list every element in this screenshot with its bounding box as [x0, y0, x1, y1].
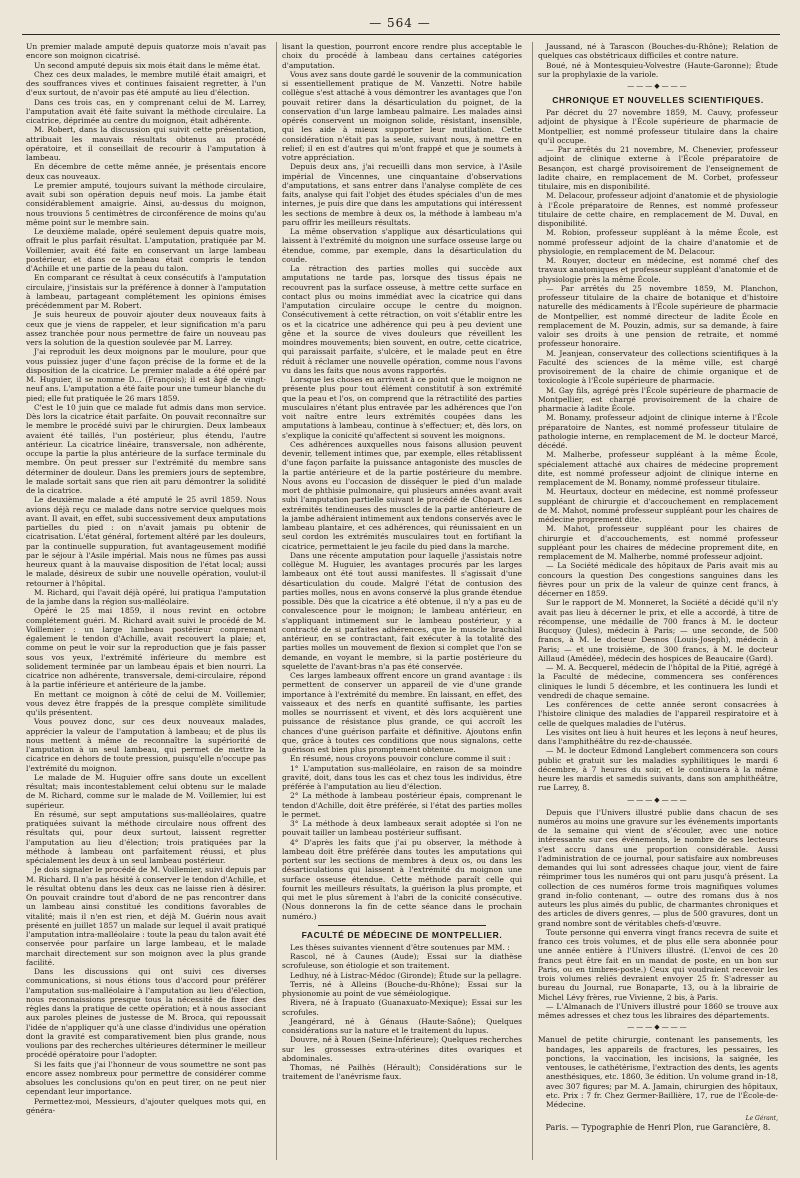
chronique-section-title: CHRONIQUE ET NOUVELLES SCIENTIFIQUES. — [552, 95, 764, 105]
paragraph: Dans ces trois cas, en y comprenant celui de M. Larrey, l'amputation avait été faite suivant la méthode circulaire. La cicatrice, déprimée au centre du moignon, était adhérente. — [26, 97, 266, 125]
news-item: M. Gay fils, agrégé près l'École supérieure de pharmacie de Montpellier, est chargé provisoirement de la chaire de pharmacie à ladite École. — [538, 385, 778, 413]
paragraph: Ces adhérences auxquelles nous faisons allusion peuvent devenir, tellement intimes que, par exemple, elles rétablissent d'une façon parfaite la puissance antagoniste des muscles de la partie antérieure et de la partie postérieure du membre. Nous avons eu l'occasion de disséquer le pied d'un malade mort de phthisie pulmonaire, qui plusieurs années avant avait subi l'amputation partielle suivant le procédé de Chopart. Les extrémités tendineuses des muscles de la partie antérieure de la jambe adhéraient intimement aux tendons conservés avec le lambeau plantaire, et ces adhérences, qui réunissaient en un seul cordon les extrémités musculaires tout en fortifiant la cicatrice, permettaient le jeu facile du pied dans la marche. — [282, 439, 522, 551]
paragraph: Vous pouvez donc, sur ces deux nouveaux malades, apprécier la valeur de l'amputation à lambeau; et de plus ils nous mettent à même de reconnaître la supériorité de l'amputation à un seul lambeau, qui permet de mettre la cicatrice en dehors de toute pression, puisqu'elle n'occupe pas l'extrémité du moignon. — [26, 717, 266, 773]
news-item: Par décret du 27 novembre 1859, M. Cauvy, professeur adjoint de physique à l'École supérieure de pharmacie de Montpellier, est nommé professeur titulaire dans la chaire qu'il occupe. — [538, 108, 778, 145]
paragraph: En décembre de cette même année, je présentais encore deux cas nouveaux. — [26, 162, 266, 181]
news-item: M. Bonamy, professeur adjoint de clinique interne à l'École préparatoire de Nantes, est nommé professeur titulaire de pathologie interne, en remplacement de M. le docteur Marcé, décédé. — [538, 413, 778, 450]
book-notice: Manuel de petite chirurgie, contenant les pansements, les bandages, les appareils de fractures, les pessaires, les ponctions, la vaccination, les incisions, la saignée, les ventouses, le cathétérisme, l'extraction des dents, les agents anesthésiques, etc. 1860, 3e édition. Un volume grand in-18, avec 307 figures; par M. A. Jamain, chirurgien des hôpitaux, etc. Prix : 7 fr. Chez Germer-Baillière, 17, rue de l'École-de-Médecine. — [538, 1035, 778, 1109]
paragraph: En comparant ce résultat à ceux consécutifs à l'amputation circulaire, j'insistais sur la préférence à donner à l'amputation à lambeau, partageant complétement les opinions émises précédemment par M. Robert. — [26, 273, 266, 310]
paragraph: La même observation s'applique aux désarticulations qui laissent à l'extrémité du moignon une surface osseuse large ou étendue, comme, par exemple, dans la désarticulation du coude. — [282, 227, 522, 264]
thesis-entry: Boué, né à Montesquieu-Volvestre (Haute-Garonne); Étude sur la prophylaxie de la variole. — [538, 60, 778, 79]
paragraph: Depuis deux ans, j'ai recueilli dans mon service, à l'Asile impérial de Vincennes, une cinquantaine d'observations d'amputations, et sans entrer dans l'analyse complète de ces faits, analyse qui fait l'objet des études spéciales d'un de mes internes, je puis dire que dans les amputations qui intéressent les sections de membre à deux os, la méthode à lambeau m'a paru offrir les meilleurs résultats. — [282, 162, 522, 227]
paragraph: M. Richard, qui l'avait déjà opéré, lui pratiqua l'amputation de la jambe dans la région sus-malléolaire. — [26, 587, 266, 606]
paragraph: 2° La méthode à lambeau postérieur épais, comprenant le tendon d'Achille, doit être préférée, si l'état des parties molles le permet. — [282, 791, 522, 819]
thesis-entry: Rivera, né à Irapuato (Guanaxuato-Mexique); Essai sur les scrofules. — [282, 998, 522, 1017]
thesis-entry: Douvre, né à Rouen (Seine-Inférieure); Quelques recherches sur les grossesses extra-utérines dites ovariques et abdominales. — [282, 1035, 522, 1063]
news-item: Sur le rapport de M. Monneret, la Société a décidé qu'il n'y avait pas lieu à décerner le prix, et elle a accordé, à titre de récompense, une médaille de 700 francs à M. le docteur Bucquoy (Jules), médecin à Paris; — une seconde, de 500 francs, à M. le docteur Desnos (Louis-Joseph), médecin à Paris; — et une troisième, de 300 francs, à M. le docteur Aillaud (Amédée), médecin des hospices de Beaucaire (Gard). — [538, 598, 778, 663]
column-separator — [276, 42, 277, 1160]
news-item: — Par arrêtés du 25 novembre 1859, M. Planchon, professeur titulaire de la chaire de botanique et d'histoire naturelle des médicaments à l'École supérieure de pharmacie de Montpellier, est nommé directeur de ladite École en remplacement de M. Pouzin, admis, sur sa demande, à faire valoir ses droits à une pension de retraite, et nommé professeur honoraire. — [538, 283, 778, 349]
paragraph: lisant la question, pourront encore rendre plus acceptable le choix du procédé à lambeau dans certaines catégories d'amputation. — [282, 42, 522, 70]
thesis-entry: Terris, né à Alleins (Bouche-du-Rhône); Essai sur la physionomie au point de vue séméiologique. — [282, 979, 522, 998]
news-item: — M. le docteur Edmond Langlebert commencera son cours public et gratuit sur les maladies syphilitiques le mardi 6 décembre, à 7 heures du soir, et le continuera à la même heure les mardis et samedis suivants, dans son amphithéâtre, rue Larrey, 8. — [538, 746, 778, 793]
paragraph: En résumé, nous croyons pouvoir conclure comme il suit : — [290, 754, 511, 764]
ornament-divider: ———◆——— — [627, 82, 689, 90]
imprint-label: Le Gérant, — [745, 1115, 778, 1123]
paragraph: Vous avez sans doute gardé le souvenir de la communication si essentiellement pratique de M. Vanzetti. Notre habile collègue s'est attaché à vous démontrer les avantages que l'on pouvait retirer dans la désarticulation du poignet, de la conservation d'un large lambeau palmaire. Les malades ainsi opérés conservent un moignon solide, résistant, insensible, qui les aide à mieux supporter leur mutilation. Cette considération n'était pas la seule, suivant nous, à mettre en relief; il en est d'autres qui m'ont frappé et que je soumets à votre appréciation. — [282, 69, 522, 162]
news-item: M. Heurtaux, docteur en médecine, est nommé professeur suppléant de chirurgie et d'accouchement en remplacement de M. Mahot, nommé professeur suppléant pour les chaires de médecine proprement dite. — [538, 487, 778, 524]
news-item: M. Delacour, professeur adjoint d'anatomie et de physiologie à l'École préparatoire de Rennes, est nommé professeur titulaire de cette chaire, en remplacement de M. Duval, en disponibilité. — [538, 191, 778, 228]
news-item: Les visites ont lieu à huit heures et les leçons à neuf heures, dans l'amphithéâtre du rez-de-chaussée. — [538, 727, 778, 746]
ornament-divider: ———◆——— — [627, 795, 689, 804]
column-separator — [532, 42, 533, 1160]
paragraph: Lorsque les choses en arrivent à ce point que le moignon ne présente plus pour tout élément constitutif à son extrémité que la peau et l'os, on comprend que la rétractilité des parties musculaires n'étant plus entravée par les adhérences que l'on voit naître entre leurs extrémités coupées dans les amputations à lambeau, continue à s'effectuer; et, dès lors, on s'explique la conicité qu'affectent si souvent les moignons. — [282, 375, 522, 440]
column-2 — [282, 42, 522, 1162]
column-3 — [538, 42, 778, 1162]
advertisement: — L'Almanach de l'Univers illustré pour 1860 se trouve aux mêmes adresses et chez tous les libraires des départements. — [538, 1001, 778, 1020]
paragraph: En mettant ce moignon à côté de celui de M. Voillemier, vous devez être frappés de la presque complète similitude qu'ils présentent. — [26, 689, 266, 717]
thesis-entry: Jaussand, né à Tarascon (Bouches-du-Rhône); Relation de quelques cas obstétricaux difficiles et contre nature. — [538, 42, 778, 61]
paragraph: Dans les discussions qui ont suivi ces diverses communications, si nous étions tous d'accord pour préférer l'amputation sus-malléolaire à l'amputation au lieu d'élection, nous reconnaissions presque tous la nécessité de fixer des règles dans la pratique de cette opération; et à nous associant aux paroles pleines de justesse de M. Broca, qui repoussait l'idée de n'appliquer qu'à une classe d'individus une opération dont la gravité est comparativement bien plus grande, nous voulions par des recherches ultérieures déterminer le meilleur procédé opératoire pour l'adopter. — [26, 967, 266, 1060]
thesis-entry: Jeangérard, né à Génaus (Haute-Saône); Quelques considérations sur la nature et le traitement du lupus. — [282, 1016, 522, 1035]
page-number: — 564 — — [369, 16, 431, 30]
paragraph: Chez ces deux malades, le membre mutilé était amaigri, et des souffrances vives et continues faisaient regretter, à l'un d'eux surtout, de n'avoir pas été amputé au lieu d'élection. — [26, 69, 266, 98]
paragraph: Je dois signaler le procédé de M. Voillemier, suivi depuis par M. Richard. Il n'a pas hésité à conserver le tendon d'Achille, et le résultat obtenu dans les deux cas ne laisse rien à désirer. On pouvait craindre tout d'abord de ne pas rencontrer dans un lambeau ainsi constitué les conditions favorables de vitalité; mais il n'en est rien, et déjà M. Guérin nous avait présenté en juillet 1857 un malade sur lequel il avait pratiqué l'amputation intra-malléolaire : toute la peau du talon avait été conservée pour parfaire un large lambeau, et le malade marchait directement sur son moignon avec la plus grande facilité. — [26, 865, 266, 967]
paragraph: Si les faits que j'ai l'honneur de vous soumettre ne sont pas encore assez nombreux pour permettre de considérer comme absolues les conclusions qu'on en peut tirer, on ne peut nier cependant leur importance. — [26, 1059, 266, 1097]
paragraph: Je suis heureux de pouvoir ajouter deux nouveaux faits à ceux que je viens de rappeler, et leur signification m'a paru assez tranchée pour nous permettre de faire un nouveau pas vers la solution de la question soulevée par M. Larrey. — [26, 310, 266, 347]
ornament-divider: ———◆——— — [627, 1023, 689, 1032]
thesis-entry: Ledhuy, né à Listrac-Médoc (Gironde); Étude sur la pellagre. — [290, 970, 522, 980]
advertisement: Depuis que l'Univers illustré publie dans chacun de ses numéros au moins une gravure sur les événements importants de la semaine qui vient de s'écouler, avec une notice intéressante sur ces événements, le nombre de ses lecteurs s'est accru dans une proportion considérable. Aussi l'administration de ce journal, pour satisfaire aux nombreuses demandes qui lui sont adressées chaque jour, vient de faire réimprimer tous les numéros qui ont paru jusqu'à présent. La collection de ces numéros forme trois magnifiques volumes grand in-folio contenant, — outre des romans dus à nos auteurs les plus aimés du public, de charmantes chroniques et des articles de divers genres, — plus de 500 gravures, dont un grand nombre sont de véritables chefs-d'œuvre. — [538, 807, 778, 928]
news-item: M. Rouyer, docteur en médecine, est nommé chef des travaux anatomiques et professeur suppléant d'anatomie et de physiologie près la même École. — [538, 256, 778, 284]
news-item: Les conférences de cette année seront consacrées à l'histoire clinique des maladies de l'appareil respiratoire et à celle de quelques maladies de l'utérus. — [538, 700, 778, 728]
paragraph: M. Robert, dans la discussion qui suivit cette présentation, attribuait les mauvais résultats obtenus au procédé opératoire, et il conseillait de recourir à l'amputation à lambeau. — [26, 125, 266, 162]
paragraph: En résumé, sur sept amputations sus-malléolaires, quatre pratiquées suivant la méthode circulaire nous offrent des résultats qui, pour deux surtout, laissent regretter l'amputation au lieu d'élection; trois pratiquées par la méthode à lambeau ont parfaitement réussi, et plus spécialement les deux à un seul lambeau postérieur. — [26, 809, 266, 865]
paragraph: Un premier malade amputé depuis quatorze mois n'avait pas encore son moignon cicatrisé. — [26, 42, 266, 61]
paragraph: C'est le 10 juin que ce malade fut admis dans mon service. Dès lors la cicatrice était parfaite. On pouvait reconnaître sur le membre le procédé suivi par le chirurgien. Deux lambeaux avaient été taillés, l'un postérieur, plus étendu, l'autre antérieur. La cicatrice linéaire, transversale, non adhérente, occupe la partie la plus antérieure de la surface terminale du membre. On peut presser sur l'extrémité du membre sans déterminer de douleur. Dans les premiers jours de septembre, le malade sortait sans que rien ait paru démontrer la solidité de la cicatrice. — [26, 402, 266, 495]
news-item: — M. A. Becquerel, médecin de l'hôpital de la Pitié, agrégé à la Faculté de médecine, commencera ses conférences cliniques le lundi 5 décembre, et les continuera les lundi et vendredi de chaque semaine. — [538, 663, 778, 700]
paragraph: Opéré le 25 mai 1859, il nous revint en octobre complétement guéri. M. Richard avait suivi le procédé de M. Voillemier : un large lambeau postérieur comprenant également le tendon d'Achille, avait recouvert la plaie; et, comme on peut le voir sur la reproduction que je fais passer sous vos yeux, l'extrémité inférieure du membre est solidement terminée par un lambeau épais et bien nourri. La cicatrice non adhérente, transversale, demi-circulaire, répond à la partie inférieure et antérieure de la jambe. — [26, 606, 266, 690]
faculty-section-title: FACULTÉ DE MÉDECINE DE MONTPELLIER. — [301, 929, 503, 940]
news-item: M. Jeanjean, conservateur des collections scientifiques à la Faculté des sciences de la même ville, est chargé provisoirement de la chaire de chimie organique et de toxicologie à l'École supérieure de pharmacie. — [538, 348, 778, 386]
printer-line: Paris. — Typographie de Henri Plon, rue Garancière, 8. — [545, 1123, 771, 1133]
paragraph: Les thèses suivantes viennent d'être soutenues par MM. : — [290, 942, 510, 952]
news-item: M. Mahot, professeur suppléant pour les chaires de chirurgie et d'accouchements, est nommé professeur suppléant pour les chaires de médecine proprement dite, en remplacement de M. Malherbe, nommé professeur adjoint. — [538, 524, 778, 561]
paragraph: Le premier amputé, toujours suivant la méthode circulaire, avait subi son opération depuis neuf mois. La jambe était considérablement amaigrie. Ainsi, au-dessus du moignon, nous trouvions 5 centimètres de circonférence de moins qu'au même point sur le membre sain. — [26, 180, 266, 227]
paragraph: 4° D'après les faits que j'ai pu observer, la méthode à lambeau doit être préférée dans toutes les amputations qui portent sur les sections de membres à deux os, ou dans les désarticulations qui laissent à l'extrémité du moignon une surface osseuse étendue. Cette méthode paraît celle qui fournit les meilleurs résultats, la guérison la plus prompte, et qui met le plus sûrement à l'abri de la conicité consécutive. (Nous donnerons la fin de cette séance dans le prochain numéro.) — [282, 837, 522, 921]
paragraph: Dans une récente amputation pour laquelle j'assistais notre collègue M. Huguier, les avantages procurés par les larges lambeaux ont été tout aussi manifestes. Il s'agissait d'une désarticulation du coude. Malgré l'état de contusion des parties molles, nous en avons conservé la plus grande étendue possible. Dès que la cicatrice a été obtenue, il n'y a pas eu de convalescence pour le moignon; le lambeau antérieur, en s'appliquant intimement sur le lambeau postérieur, y a contracté de si parfaites adhérences, que le muscle brachial antérieur, en se contractant, fait exécuter à la totalité des parties molles un mouvement de flexion si complet que l'on se demande, en voyant le membre, si la partie postérieure du squelette de l'avant-bras n'a pas été conservée. — [282, 550, 522, 671]
thesis-entry: Rascol, né à Caunes (Aude); Essai sur la diathèse scrofuleuse, son étiologie et son traitement. — [282, 952, 522, 971]
news-item: — La Société médicale des hôpitaux de Paris avait mis au concours la question Des congestions sanguines dans les fièvres pour un prix de la valeur de quinze cent francs, à décerner en 1859. — [538, 561, 778, 598]
paragraph: Ces larges lambeaux offrent encore un grand avantage : ils permettent de conserver un appareil de vie d'une grande importance à l'extrémité du membre. En laissant, en effet, des vaisseaux et des nerfs en quantité suffisante, les parties molles se nourrissent et vivent, et dès lors acquièrent une puissance de résistance plus grande, ce qui accroît les chances d'une guérison parfaite et définitive. Ajoutons enfin que, grâce à toutes ces conditions que nous signalons, cette guérison est bien plus promptement obtenue. — [282, 671, 522, 754]
paragraph: La rétraction des parties molles qui succède aux amputations ne tarde pas, lorsque des tissus épais ne recouvrent pas la surface osseuse, à mettre cette surface en contact plus ou moins immédiat avec la cicatrice qui dans l'amputation circulaire occupe le centre du moignon. Consécutivement à cette rétraction, on voit s'établir entre les os et la cicatrice une adhérence qui peu à peu devient une gêne et la source de vives douleurs que réveillent les moindres mouvements; bien souvent, en outre, cette cicatrice, qui paraissait parfaite, s'ulcère, et le malade peut en être réduit à réclamer une nouvelle opération, comme nous l'avons vu dans les faits que nous avons rapportés. — [282, 264, 522, 375]
section-rule — [318, 925, 486, 926]
paragraph: Le deuxième malade, opéré seulement depuis quatre mois, offrait le plus parfait résultat. L'amputation, pratiquée par M. Voillemier, avait été faite en conservant un large lambeau postérieur, et dans ce lambeau était compris le tendon d'Achille et une partie de la peau du talon. — [26, 227, 266, 273]
paragraph: J'ai reproduit les deux moignons par le moulure, pour que vous puissiez juger d'une façon précise de la forme et de la disposition de la cicatrice. Le premier malade a été opéré par M. Huguier, il se nomme D... (François); il est âgé de vingt-neuf ans. L'amputation a été faite pour une tumeur blanche du pied; elle fut pratiquée le 26 mars 1859. — [26, 347, 266, 403]
paragraph: Le deuxième malade a été amputé le 25 avril 1859. Nous avions déjà reçu ce malade dans notre service quelques mois avant. Il avait, en effet, subi successivement deux amputations partielles du pied : on n'avait jamais pu obtenir de cicatrisation. L'état général, fortement altéré par les douleurs, par la continuelle suppuration, fut avantageusement modifié par le séjour à l'Asile impérial. Mais nous ne fûmes pas aussi heureux quant à la mauvaise disposition de l'état local; aussi le malade, désireux de subir une nouvelle opération, voulut-il retourner à l'hôpital. — [26, 495, 266, 588]
paragraph: 1° L'amputation sus-malléolaire, en raison de sa moindre gravité, doit, dans tous les cas et chez tous les individus, être préférée à l'amputation au lieu d'élection. — [282, 763, 522, 791]
advertisement: Toute personne qui enverra vingt francs recevra de suite et franco ces trois volumes, et de plus elle sera abonnée pour une année entière à l'Univers illustré. (L'envoi de ces 20 francs peut être fait en un mandat de poste, en un bon sur Paris, ou en timbres-poste.) Ceux qui voudraient recevoir les trois volumes reliés devraient envoyer 25 fr. S'adresser au bureau du Journal, rue Bonaparte, 13, ou à la librairie de Michel Lévy frères, rue Vivienne, 2 bis, à Paris. — [538, 927, 778, 1002]
paragraph: Le malade de M. Huguier offre sans doute un excellent résultat; mais incontestablement celui obtenu sur le malade de M. Richard, comme sur le malade de M. Voillemier, lui est supérieur. — [26, 772, 266, 810]
column-1 — [26, 42, 266, 1162]
news-item: — Par arrêtés du 21 novembre, M. Chenevier, professeur adjoint de clinique externe à l'École préparatoire de Besançon, est chargé provisoirement de l'enseignement de ladite chaire, en remplacement de M. Corbet, professeur titulaire, mis en disponibilité. — [538, 145, 778, 191]
header-rule — [22, 34, 780, 35]
news-item: M. Malherbe, professeur suppléant à la même École, spécialement attaché aux chaires de médecine proprement dite, est nommé professeur adjoint de clinique interne en remplacement de M. Bonamy, nommé professeur titulaire. — [538, 450, 778, 487]
paragraph: 3° La méthode à deux lambeaux serait adoptée si l'on ne pouvait tailler un lambeau postérieur suffisant. — [282, 819, 522, 838]
news-item: M. Robion, professeur suppléant à la même École, est nommé professeur adjoint de la chaire d'anatomie et de physiologie, en remplacement de M. Delacour. — [538, 228, 778, 256]
paragraph: Un second amputé depuis six mois était dans le même état. — [34, 60, 261, 70]
paragraph: Permettez-moi, Messieurs, d'ajouter quelques mots qui, en généra- — [26, 1096, 266, 1115]
thesis-entry: Thomas, né Pailhès (Hérault); Considérations sur le traitement de l'anévrisme faux. — [282, 1063, 522, 1082]
